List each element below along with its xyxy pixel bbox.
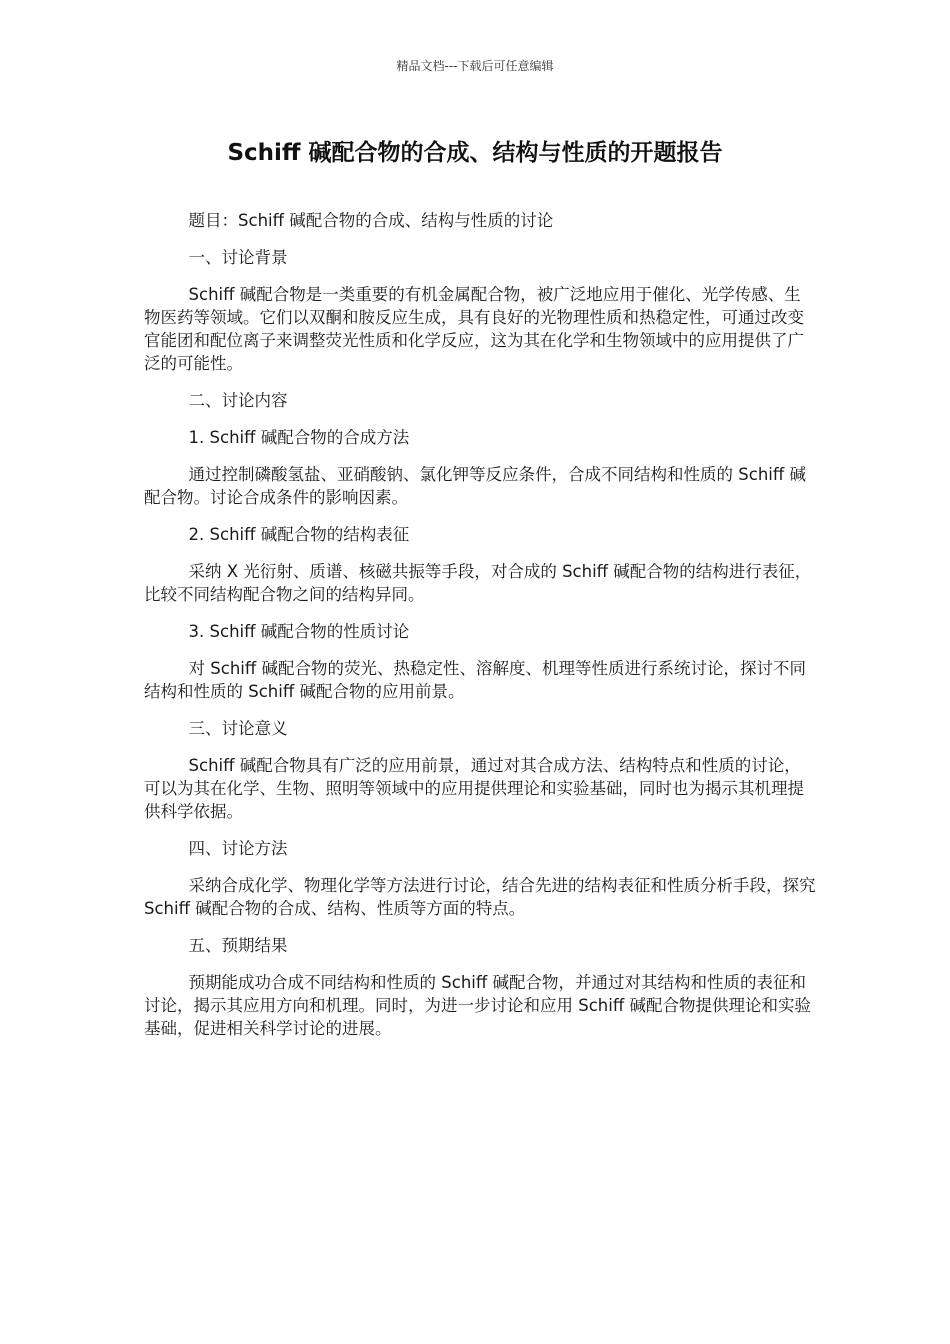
subheading-properties: 3. Schiff 碱配合物的性质讨论 bbox=[188, 622, 410, 641]
topic-line: 题目：Schiff 碱配合物的合成、结构与性质的讨论 bbox=[188, 211, 554, 230]
methods-paragraph: 采纳合成化学、物理化学等方法进行讨论，结合先进的结构表征和性质分析手段，探究 Schiff 碱配合物的合成、结构、性质等方面的特点。 bbox=[144, 876, 816, 918]
page-header: 精品文档---下载后可任意编辑 bbox=[396, 59, 554, 73]
section-heading-significance: 三、讨论意义 bbox=[188, 719, 288, 738]
section-heading-methods: 四、讨论方法 bbox=[188, 839, 288, 858]
section-heading-background: 一、讨论背景 bbox=[188, 248, 288, 267]
document-body bbox=[144, 209, 816, 1054]
section-heading-content: 二、讨论内容 bbox=[188, 391, 288, 410]
structure-paragraph: 采纳 X 光衍射、质谱、核磁共振等手段，对合成的 Schiff 碱配合物的结构进行表征，比较不同结构配合物之间的结构异同。 bbox=[144, 562, 812, 604]
section-heading-expected-results: 五、预期结果 bbox=[188, 936, 288, 955]
document-title: Schiff 碱配合物的合成、结构与性质的开题报告 bbox=[227, 140, 723, 166]
subheading-structure: 2. Schiff 碱配合物的结构表征 bbox=[188, 525, 410, 544]
expected-results-paragraph: 预期能成功合成不同结构和性质的 Schiff 碱配合物，并通过对其结构和性质的表征和讨论，揭示其应用方向和机理。同时，为进一步讨论和应用 Schiff 碱配合物提供理论和实验基础，促进相关科学讨论的进展。 bbox=[144, 973, 811, 1038]
subheading-synthesis: 1. Schiff 碱配合物的合成方法 bbox=[188, 428, 410, 447]
background-paragraph: Schiff 碱配合物是一类重要的有机金属配合物，被广泛地应用于催化、光学传感、生物医药等领域。它们以双酮和胺反应生成，具有良好的光物理性质和热稳定性，可通过改变官能团和配位离子来调整荧光性质和化学反应，这为其在化学和生物领域中的应用提供了广泛的可能性。 bbox=[144, 285, 804, 373]
properties-paragraph: 对 Schiff 碱配合物的荧光、热稳定性、溶解度、机理等性质进行系统讨论，探讨不同结构和性质的 Schiff 碱配合物的应用前景。 bbox=[144, 659, 806, 701]
synthesis-paragraph: 通过控制磷酸氢盐、亚硝酸钠、氯化钾等反应条件，合成不同结构和性质的 Schiff 碱配合物。讨论合成条件的影响因素。 bbox=[144, 465, 806, 507]
significance-paragraph: Schiff 碱配合物具有广泛的应用前景，通过对其合成方法、结构特点和性质的讨论，可以为其在化学、生物、照明等领域中的应用提供理论和实验基础，同时也为揭示其机理提供科学依据。 bbox=[144, 756, 804, 821]
